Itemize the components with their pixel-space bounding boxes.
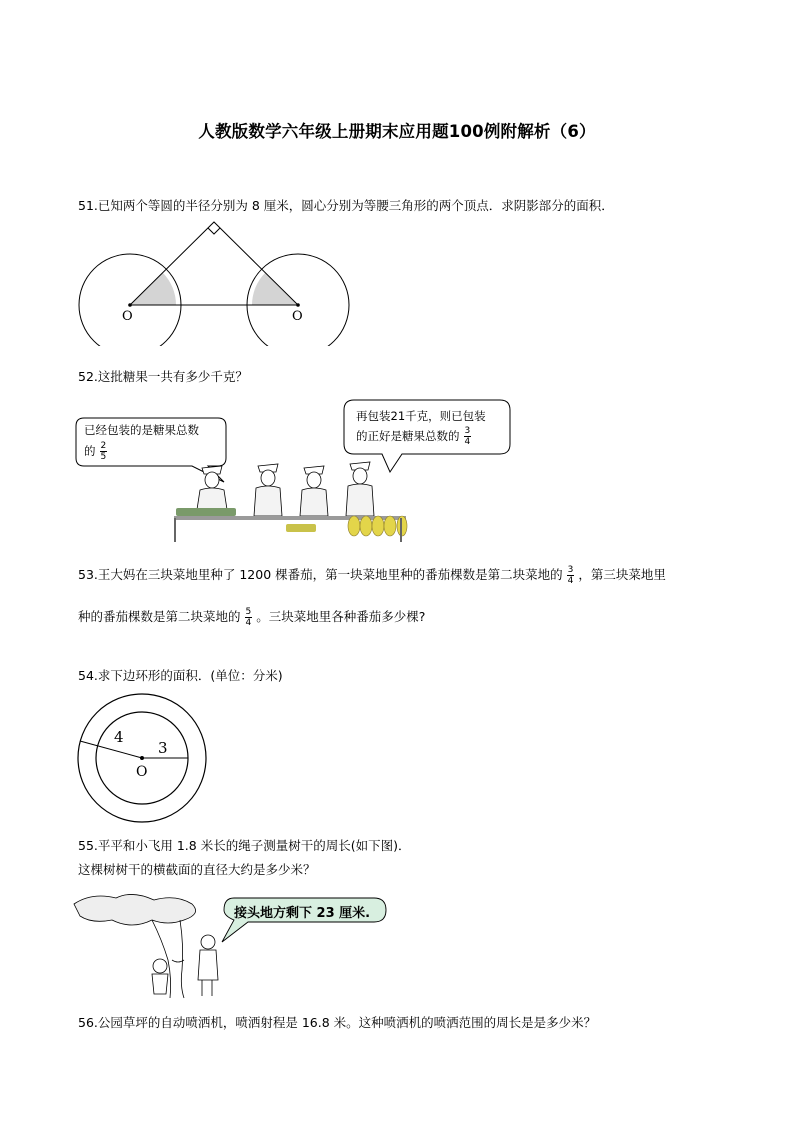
page-title: 人教版数学六年级上册期末应用题100例附解析（6）: [198, 122, 596, 141]
center-label: O: [136, 764, 148, 780]
right-angle-mark: [208, 228, 220, 234]
shaded-sector-right: [252, 273, 298, 306]
q53-line1-a: 53.王大妈在三块菜地里种了 1200 棵番茄，第一块菜地里种的番茄棵数是第二块菜地的: [78, 567, 563, 582]
candy-packing-workers-illustration: [170, 460, 410, 544]
q55-bubble-text: 接头地方剩下 23 厘米.: [234, 906, 371, 921]
question-51-text: 51.已知两个等圆的半径分别为 8 厘米，圆心分别为等腰三角形的两个顶点．求阴影部分的面积．: [78, 198, 614, 213]
bubble-left-line1: 已经包装的是糖果总数: [84, 423, 199, 437]
inner-radius-label: 3: [158, 739, 168, 757]
fraction-5-4: [245, 607, 253, 628]
q51-circles-diagram: [72, 218, 362, 346]
label-right-center: O: [292, 309, 303, 324]
question-55-line2: 这棵树树干的横截面的直径大约是多少米？: [78, 862, 316, 877]
outer-radius-line: [80, 741, 142, 758]
frac-den: 4: [567, 576, 574, 586]
fraction-3-4: [567, 565, 575, 586]
frac-num: 5: [245, 607, 252, 617]
frac-den: 4: [245, 618, 252, 628]
bubble-right-prefix: 的正好是糖果总数的: [356, 429, 460, 443]
q54-annulus-diagram: [72, 690, 222, 826]
outer-radius-label: 4: [114, 728, 124, 746]
fraction-three-quarters: [464, 426, 472, 447]
bubble-left-prefix: 的: [84, 444, 96, 458]
question-56-text: 56.公园草坪的自动喷洒机，喷洒射程是 16.8 米。这种喷洒机的喷洒范围的周长是是多少米？: [78, 1015, 597, 1030]
q53-line2-a: 种的番茄棵数是第二块菜地的: [78, 609, 241, 624]
q53-line1-b: ，第三块菜地里: [578, 567, 666, 582]
shaded-sector-left: [130, 273, 176, 306]
label-left-center: O: [122, 309, 133, 324]
bubble-right-line1: 再包装21千克，则已包装: [356, 409, 486, 423]
frac-num: 2: [100, 441, 107, 451]
question-52-text: 52.这批糖果一共有多少千克？: [78, 369, 248, 384]
question-55-line1: 55.平平和小飞用 1.8 米长的绳子测量树干的周长(如下图)．: [78, 838, 411, 853]
question-54-text: 54.求下边环形的面积．(单位：分米): [78, 668, 283, 683]
frac-num: 3: [464, 426, 471, 436]
frac-den: 5: [100, 452, 107, 462]
q53-line2-b: 。三块菜地里各种番茄多少棵?: [256, 609, 426, 624]
fraction-two-fifths: [100, 441, 108, 462]
frac-den: 4: [464, 437, 471, 447]
frac-num: 3: [567, 565, 574, 575]
